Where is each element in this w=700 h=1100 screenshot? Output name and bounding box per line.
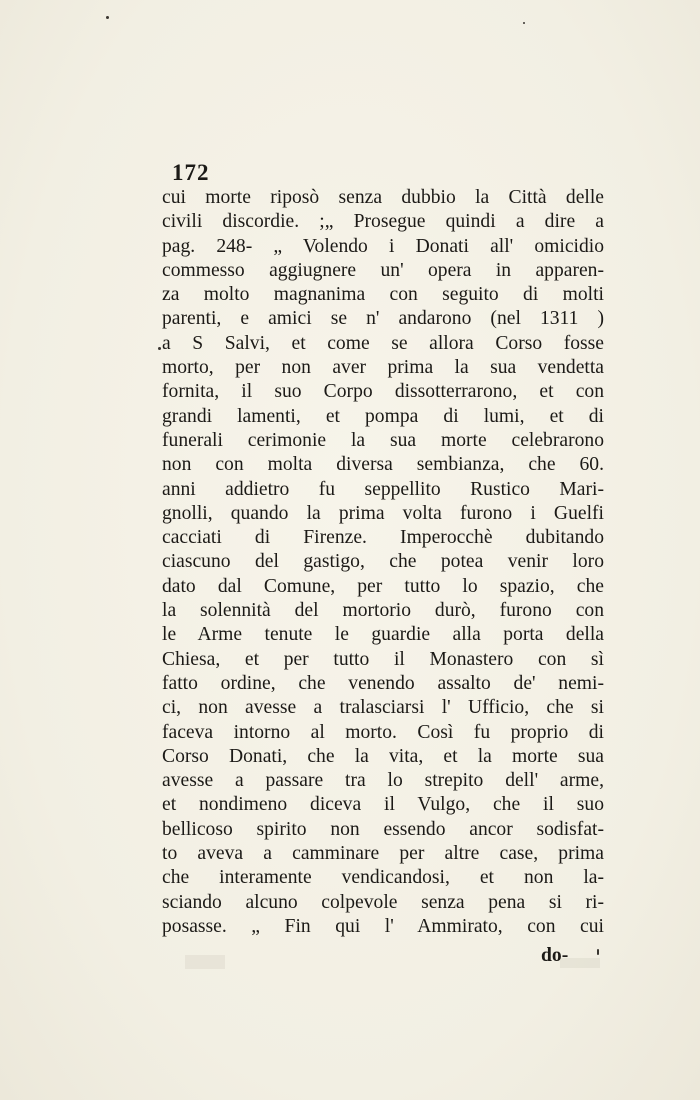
- text-line: funerali cerimonie la sua morte celebrarono: [162, 429, 604, 451]
- ink-speck: [158, 347, 161, 350]
- text-line: avesse a passare tra lo strepito dell' arme,: [162, 770, 604, 792]
- text-line: pag. 248- „ Volendo i Donati all' omicidio: [162, 235, 604, 257]
- catchword: do-: [541, 945, 569, 966]
- text-line: le Arme tenute le guardie alla porta della: [162, 624, 604, 646]
- text-line: fatto ordine, che venendo assalto de' nemi-: [162, 672, 604, 694]
- text-line: gnolli, quando la prima volta furono i Guelfi: [162, 502, 604, 524]
- text-line: faceva intorno al morto. Così fu proprio di: [162, 721, 604, 743]
- text-line: bellicoso spirito non essendo ancor sodisfat-: [162, 818, 604, 840]
- show-through-mark: [560, 958, 600, 968]
- text-line: dato dal Comune, per tutto lo spazio, che: [162, 575, 604, 597]
- text-line: morto, per non aver prima la sua vendetta: [162, 357, 604, 379]
- text-line: Corso Donati, che la vita, et la morte sua: [162, 745, 604, 767]
- text-line: ci, non avesse a tralasciarsi l' Ufficio, che si: [162, 697, 604, 719]
- text-line: parenti, e amici se n' andarono (nel 1311 ): [162, 308, 604, 330]
- ink-speck: [106, 16, 109, 19]
- text-line: ciascuno del gastigo, che potea venir loro: [162, 551, 604, 573]
- text-line: sciando alcuno colpevole senza pena si ri-: [162, 891, 604, 913]
- text-line: za molto magnanima con seguito di molti: [162, 284, 604, 306]
- text-line: civili discordie. ;„ Prosegue quindi a dire a: [162, 211, 604, 233]
- text-line: cacciati di Firenze. Imperocchè dubitando: [162, 527, 604, 549]
- text-line: grandi lamenti, et pompa di lumi, et di: [162, 405, 604, 427]
- ink-speck: [523, 22, 525, 24]
- text-line: to aveva a camminare per altre case, prima: [162, 843, 604, 865]
- text-line: et nondimeno diceva il Vulgo, che il suo: [162, 794, 604, 816]
- ink-speck: [597, 949, 599, 955]
- text-line: commesso aggiugnere un' opera in apparen-: [162, 259, 604, 281]
- text-line: che interamente vendicandosi, et non la-: [162, 867, 604, 889]
- text-line: cui morte riposò senza dubbio la Città delle: [162, 187, 604, 208]
- page-number: 172: [172, 160, 210, 185]
- text-line: non con molta diversa sembianza, che 60.: [162, 454, 604, 476]
- text-line: la solennità del mortorio durò, furono con: [162, 600, 604, 622]
- text-line: a S Salvi, et come se allora Corso fosse: [162, 332, 604, 354]
- text-line: anni addietro fu seppellito Rustico Mari-: [162, 478, 604, 500]
- body-text: [162, 186, 604, 939]
- text-line: posasse. „ Fin qui l' Ammirato, con cui: [162, 915, 604, 937]
- text-line: Chiesa, et per tutto il Monastero con sì: [162, 648, 604, 670]
- text-line: fornita, il suo Corpo dissotterrarono, et con: [162, 381, 604, 403]
- show-through-mark: [185, 955, 225, 969]
